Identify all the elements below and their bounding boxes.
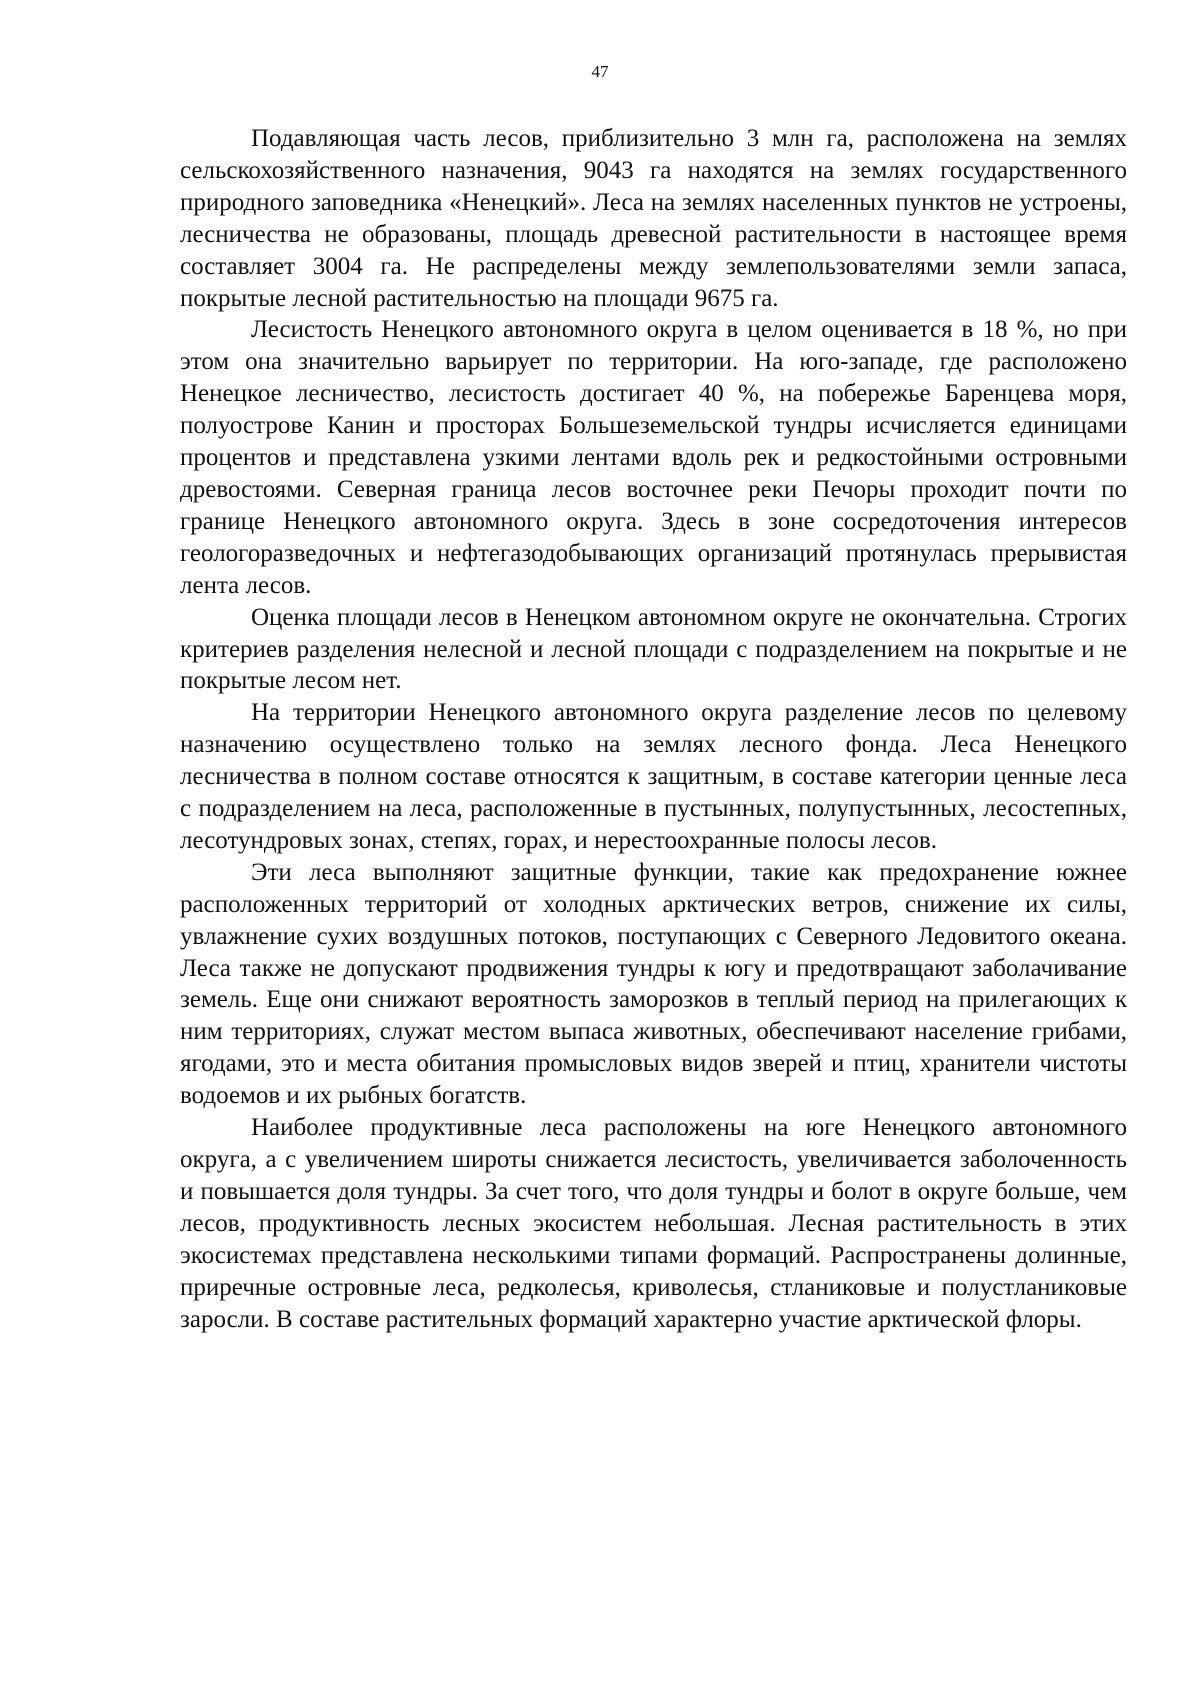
paragraph-forest-land-distribution: Подавляющая часть лесов, приблизительно 3 млн га, расположена на землях сельскохозяйственного назначения, 9043 га находятся на землях государственного природного заповедника «Ненецкий». Леса на землях населенных пунктов не устроены, лесничества не образованы, площадь древесной растительности в настоящее время составляет 3004 га. Не распределены между землепользователями земли запаса, покрытые лесной растительностью на площади 9675 га. xyxy=(180,125,1127,312)
body-text xyxy=(180,123,1127,1335)
paragraph-protective-functions: Эти леса выполняют защитные функции, такие как предохранение южнее расположенных территорий от холодных арктических ветров, снижение их силы, увлажнение сухих воздушных потоков, поступающих с Северного Ледовитого океана. Леса также не допускают продвижения тундры к югу и предотвращают заболачивание земель. Еще они снижают вероятность заморозков в теплый период на прилегающих к ним территориях, служат местом выпаса животных, обеспечивают население грибами, ягодами, это и места обитания промысловых видов зверей и птиц, хранители чистоты водоемов и их рыбных богатств. xyxy=(180,858,1127,1110)
page-number: 47 xyxy=(591,62,609,81)
paragraph-productive-forests: Наиболее продуктивные леса расположены на юге Ненецкого автономного округа, а с увеличением широты снижается лесистость, увеличивается заболоченность и повышается доля тундры. За счет того, что доля тундры и болот в округе больше, чем лесов, продуктивность лесных экосистем небольшая. Лесная растительность в этих экосистемах представлена несколькими типами формаций. Распространены долинные, приречные островные леса, редколесья, криволесья, стланиковые и полустланиковые заросли. В составе растительных формаций характерно участие арктической флоры. xyxy=(180,1114,1127,1333)
paragraph-area-assessment: Оценка площади лесов в Ненецком автономном округе не окончательна. Строгих критериев разделения нелесной и лесной площади с подразделением на покрытые и не покрытые лесом нет. xyxy=(180,603,1127,695)
paragraph-forest-cover: Лесистость Ненецкого автономного округа в целом оценивается в 18 %, но при этом она значительно варьирует по территории. На юго-западе, где расположено Ненецкое лесничество, лесистость достигает 40 %, на побережье Баренцева моря, полуострове Канин и просторах Большеземельской тундры исчисляется единицами процентов и представлена узкими лентами вдоль рек и редкостойными островными древостоями. Северная граница лесов восточнее реки Печоры проходит почти по границе Ненецкого автономного округа. Здесь в зоне сосредоточения интересов геологоразведочных и нефтегазодобывающих организаций протянулась прерывистая лента лесов. xyxy=(180,316,1127,599)
paragraph-forest-purpose: На территории Ненецкого автономного округа разделение лесов по целевому назначению осуществлено только на землях лесного фонда. Леса Ненецкого лесничества в полном составе относятся к защитным, в составе категории ценные леса с подразделением на леса, расположенные в пустынных, полупустынных, лесостепных, лесотундровых зонах, степях, горах, и нерестоохранные полосы лесов. xyxy=(180,699,1127,854)
